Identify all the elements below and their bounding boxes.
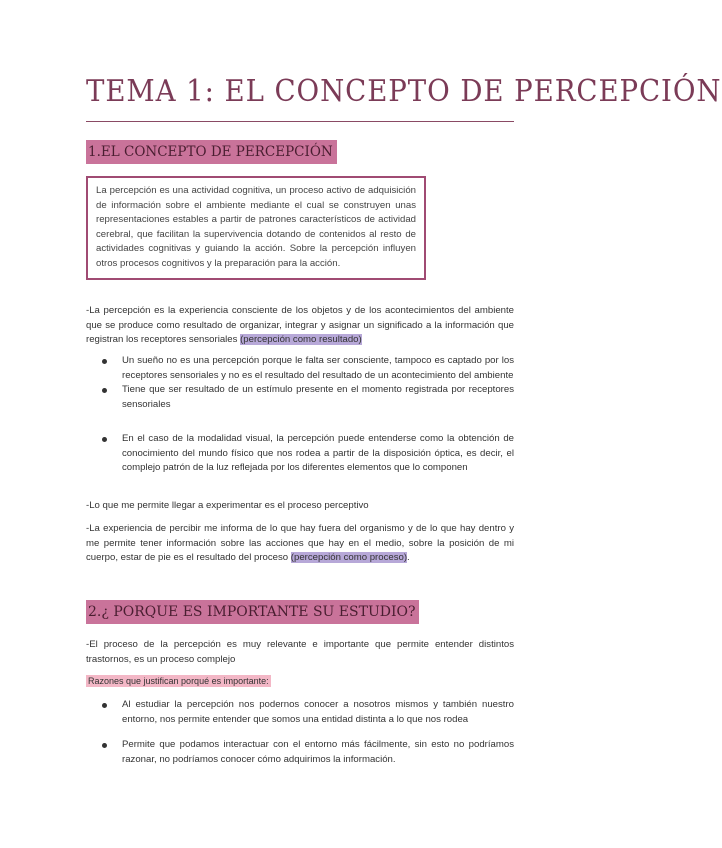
bullet-icon	[102, 388, 107, 393]
definition-box: La percepción es una actividad cognitiva, un proceso activo de adquisición de información sobre el ambiente mediante el cual se construyen unas representaciones estables a partir de patrones característicos de actividad cerebral, que facilitan la supervivencia dotando de contenidos al resto de actividades cognitivas y guiando la acción. Sobre la percepción influyen otros procesos cognitivos y la preparación para la acción.	[86, 176, 426, 280]
list-item	[100, 738, 514, 767]
paragraph-percepcion-resultado	[86, 304, 514, 348]
reasons-label: Razones que justifican porqué es importante:	[88, 676, 269, 686]
paragraph-proceso-perceptivo: -Lo que me permite llegar a experimentar es el proceso perceptivo	[86, 500, 369, 511]
bullet-list-1	[100, 354, 514, 412]
bullet-icon	[102, 359, 107, 364]
bullet-icon	[102, 437, 107, 442]
paragraph-text: -La percepción es la experiencia consciente de los objetos y de los acontecimientos del ambiente que se produce como resultado de organizar, integrar y asignar un significado a la información que registran los receptores sensoriales	[86, 305, 514, 346]
bullet-list-4	[100, 738, 514, 767]
list-item	[100, 354, 514, 383]
list-item-text: En el caso de la modalidad visual, la percepción puede entenderse como la obtención de conocimiento del mundo físico que nos rodea a partir de la disposición óptica, es decir, el complejo patrón de la luz reflejada por los diferentes elementos que lo componen	[122, 433, 514, 474]
paragraph-importancia: -El proceso de la percepción es muy relevante e importante que permite entender distintos trastornos, es un proceso complejo	[86, 639, 514, 665]
highlight-resultado: (percepción como resultado)	[240, 334, 362, 346]
page-title: TEMA 1: EL CONCEPTO DE PERCEPCIÓN	[86, 74, 722, 109]
list-item	[100, 432, 514, 476]
highlight-proceso: (percepción como proceso)	[290, 552, 408, 564]
bullet-icon	[102, 743, 107, 748]
bullet-list-2	[100, 432, 514, 476]
paragraph-text: -La experiencia de percibir me informa de lo que hay fuera del organismo y de lo que hay dentro y me permite tener información sobre las acciones que hay en el medio, sobre la posición de mi cuerpo, estar de pie es el resultado del proceso	[86, 523, 514, 564]
bullet-list-3	[100, 698, 514, 727]
list-item	[100, 698, 514, 727]
paragraph-end: .	[407, 552, 410, 564]
paragraph-percepcion-proceso	[86, 522, 514, 566]
list-item	[100, 383, 514, 412]
list-item-text: Permite que podamos interactuar con el entorno más fácilmente, sin esto no podríamos razonar, no podríamos conocer cómo adquirimos la información.	[122, 739, 514, 765]
section-heading-concepto: 1.EL CONCEPTO DE PERCEPCIÓN	[86, 140, 337, 164]
list-item-text: Tiene que ser resultado de un estímulo presente en el momento registrada por receptores sensoriales	[122, 384, 514, 410]
list-item-text: Un sueño no es una percepción porque le falta ser consciente, tampoco es captado por los receptores sensoriales y no es el resultado del resultado de un acontecimiento del ambiente	[122, 355, 514, 381]
section-heading-importancia: 2.¿ PORQUE ES IMPORTANTE SU ESTUDIO?	[86, 600, 419, 624]
list-item-text: Al estudiar la percepción nos podernos conocer a nosotros mismos y también nuestro entorno, nos permite entender que somos una entidad distinta a lo que nos rodea	[122, 699, 514, 725]
title-divider	[86, 121, 514, 122]
bullet-icon	[102, 703, 107, 708]
